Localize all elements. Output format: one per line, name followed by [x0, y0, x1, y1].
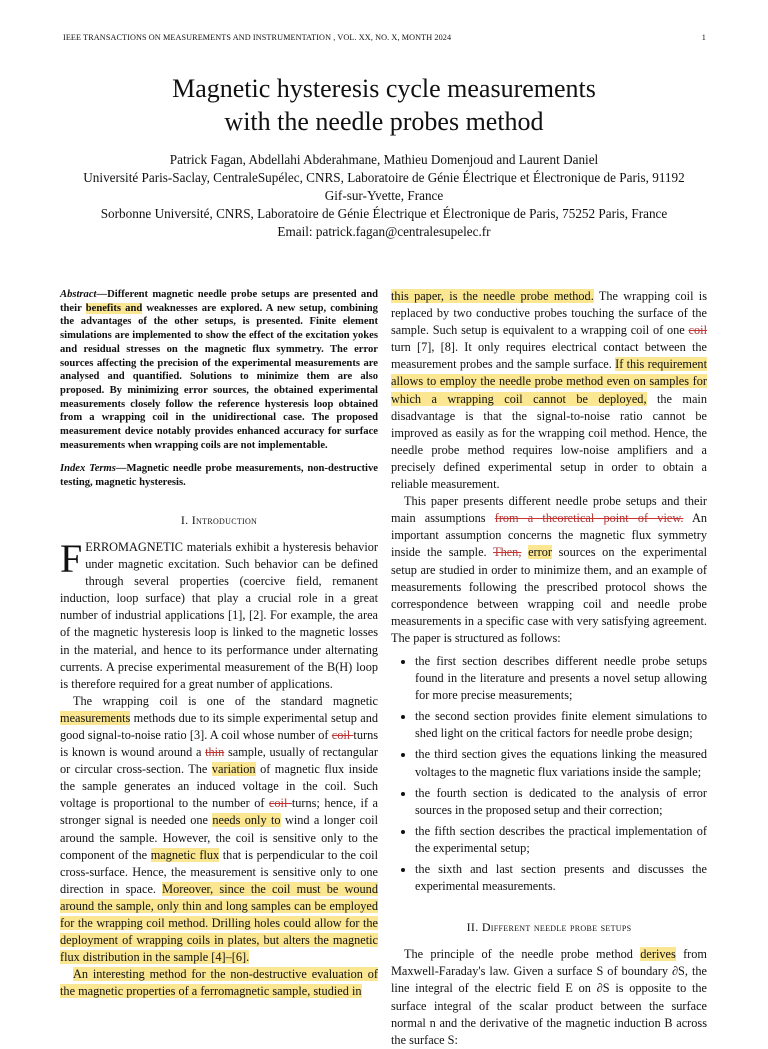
- abstract-label: Abstract: [60, 289, 97, 300]
- strikethrough: thin: [205, 745, 225, 760]
- highlight: Moreover, since the coil must be wound around the sample, only thin and long samples can be employed for the wrapping coil method. Drilling holes could allow for the deployment of wrapping coils in plates, but alters the magnetic flux distribution in the sample [4]–[6].: [60, 881, 378, 965]
- title-line-1: Magnetic hysteresis cycle measurements: [172, 74, 596, 103]
- highlight: magnetic flux: [150, 847, 220, 862]
- list-item: • the sixth and last section presents and discusses the experimental measurements.: [415, 861, 707, 895]
- highlight: variation: [211, 762, 256, 777]
- abstract-highlight: benefits and: [85, 302, 143, 314]
- highlight: error: [528, 545, 552, 560]
- highlight: If this requirement allows to employ the needle probe method even on samples for which a wrapping coil cannot be deployed,: [391, 357, 708, 406]
- running-head-text: IEEE TRANSACTIONS ON MEASUREMENTS AND INSTRUMENTATION , VOL. XX, NO. X, MONTH 2024: [63, 33, 452, 42]
- affiliation-2: Sorbonne Université, CNRS, Laboratoire de Génie Électrique et Électronique de Paris, 75252 Paris, France: [100, 206, 668, 221]
- strikethrough: coil: [688, 323, 707, 338]
- affiliation-1b: Gif-sur-Yvette, France: [324, 188, 444, 203]
- index-terms-label: Index Terms: [60, 463, 116, 475]
- section-title: Introduction: [191, 512, 258, 527]
- right-paragraph-2: This paper presents different needle probe setups and their main assumptions from a theoretical point of view. An important assumption concerns the magnetic flux symmetry inside the sample. Then, error sources on the experimental setup are studied in order to minimize them, and an example of measurements following the prescribed protocol shows the correspondence between wrapping coil and needle probe measurements in a specific case with very satisfying agreement. The paper is structured as follows:: [391, 494, 708, 645]
- strikethrough: coil: [268, 796, 292, 811]
- intro-paragraph-2: The wrapping coil is one of the standard magnetic measurements methods due to its simple experimental setup and good signal-to-noise ratio [3]. A coil whose number of coil turns is known is wound around a thin sample, usually of rectangular or circular cross-section. The variation of magnetic flux inside the sample generates an induced voltage in the coil. Such voltage is proportional to the number of coil turns; hence, if a stronger signal is needed one needs only to wind a longer coil around the sample. However, the coil is sensitive only to the component of the magnetic flux that is perpendicular to the coil cross-surface. Hence, the measurement is sensitive only to one direction in space. Moreover, since the coil must be wound around the sample, only thin and long samples can be employed for the wrapping coil method. Drilling holes could allow for the deployment of wrapping coils in plates, but alters the magnetic flux distribution in the sample [4]–[6].: [60, 693, 379, 965]
- abstract-text-2: weaknesses are explored. A new setup, combining the advantages of the other setups, is presented. Finite element simulations are implemented to show the effect of the excitation yokes and residual stresses on the magnetic flux symmetry. The error sources affecting the precision of the experimental measurements are analysed and quantified. Solutions to minimize them are also proposed. By minimizing error sources, the obtained experimental measurements closely follow the reference hysteresis loop obtained from a wrapping coil in the unidirectional case. The proposed measurement device notably provides enhanced accuracy for surface measurements when wrapping coils are not implementable.: [60, 302, 378, 451]
- section2-paragraph-1: The principle of the needle probe method derives from Maxwell-Faraday's law. Given a surface S of boundary ∂S, the line integral of the electric field E on ∂S is opposite to the surface integral of the scalar product between the surface normal n and the derivative of the magnetic induction B across the surface S:: [391, 947, 707, 1047]
- list-item: • the fifth section describes the practical implementation of the experimental setup;: [415, 823, 707, 857]
- abstract: [60, 288, 378, 452]
- intro-paragraph-1: [60, 535, 378, 693]
- list-item: • the fourth section is dedicated to the analysis of error sources in the proposed setup and their correction;: [415, 785, 707, 819]
- title-line-2: with the needle probes method: [224, 107, 544, 136]
- strikethrough: from a theoretical point of view.: [494, 511, 684, 526]
- section-number: II.: [466, 920, 482, 935]
- index-terms: [60, 462, 378, 489]
- drop-cap: F: [60, 535, 83, 581]
- left-column: [60, 288, 378, 1000]
- highlight: measurements: [60, 710, 131, 725]
- section-title: Different needle probe setups: [481, 920, 632, 935]
- strikethrough: coil: [331, 727, 354, 742]
- abstract-text-1: —Different magnetic needle probe setups are presented and their: [60, 289, 378, 314]
- paragraph-text: ERROMAGNETIC materials exhibit a hysteresis behavior under magnetic excitation. Such behavior can be defined through several properties (coercive field, remanent induction, loop surface) that play a crucial role in a great number of industrial applications [1], [2]. For example, the area of the magnetic hysteresis loop is linked to the magnetic losses in the material, and hence to its performance under alternating currents. A precise experimental measurement of the B(H) loop is therefore required for a great number of applications.: [60, 539, 378, 691]
- intro-paragraph-3: [60, 966, 378, 1000]
- list-item: • the third section gives the equations linking the measured voltages to the magnetic flux variations inside the sample;: [415, 746, 707, 780]
- strikethrough: Then,: [493, 545, 522, 560]
- structure-list: [391, 653, 707, 895]
- right-column: [391, 288, 707, 1049]
- section-number: I.: [180, 512, 192, 527]
- paper-title: [0, 72, 768, 138]
- highlight: derives: [640, 947, 676, 962]
- page-number: 1: [701, 33, 706, 42]
- section-heading-introduction: [60, 512, 378, 529]
- index-terms-text: —Magnetic needle probe measurements, non-destructive testing, magnetic hysteresis.: [60, 463, 378, 489]
- list-item: • the second section provides finite element simulations to shed light on the critical factors for needle probe design;: [415, 708, 707, 742]
- author-email: Email: patrick.fagan@centralesupelec.fr: [277, 224, 491, 239]
- right-paragraph-1: this paper, is the needle probe method. The wrapping coil is replaced by two conductive probes touching the surface of the sample. Such setup is equivalent to a wrapping coil of one coil turn [7], [8]. It only requires electrical contact between the measurement probes and the sample surface. If this requirement allows to employ the needle probe method even on samples for which a wrapping coil cannot be deployed, the main disadvantage is that the signal-to-noise ratio cannot be improved as easily as for the wrapping coil method. Hence, the needle probe method requires low-noise amplifiers and a precisely defined experimental setup in order to obtain a reliable measurement.: [391, 289, 708, 492]
- author-names: Patrick Fagan, Abdellahi Abderahmane, Mathieu Domenjoud and Laurent Daniel: [169, 152, 599, 167]
- section-heading-needle-probe-setups: [391, 919, 707, 936]
- list-item: • the first section describes different needle probe setups found in the literature and presents a novel setup allowing for more precise measurements;: [415, 653, 707, 704]
- highlight: this paper, is the needle probe method.: [391, 289, 594, 303]
- affiliation-1a: Université Paris-Saclay, CentraleSupélec, CNRS, Laboratoire de Génie Électrique et Électronique de Paris, 91192: [83, 170, 685, 185]
- running-header: [63, 33, 706, 42]
- highlight: An interesting method for the non-destructive evaluation of the magnetic properties of a ferromagnetic sample, studied in: [60, 967, 378, 999]
- highlight: needs only to: [212, 813, 281, 828]
- author-block: [0, 151, 768, 241]
